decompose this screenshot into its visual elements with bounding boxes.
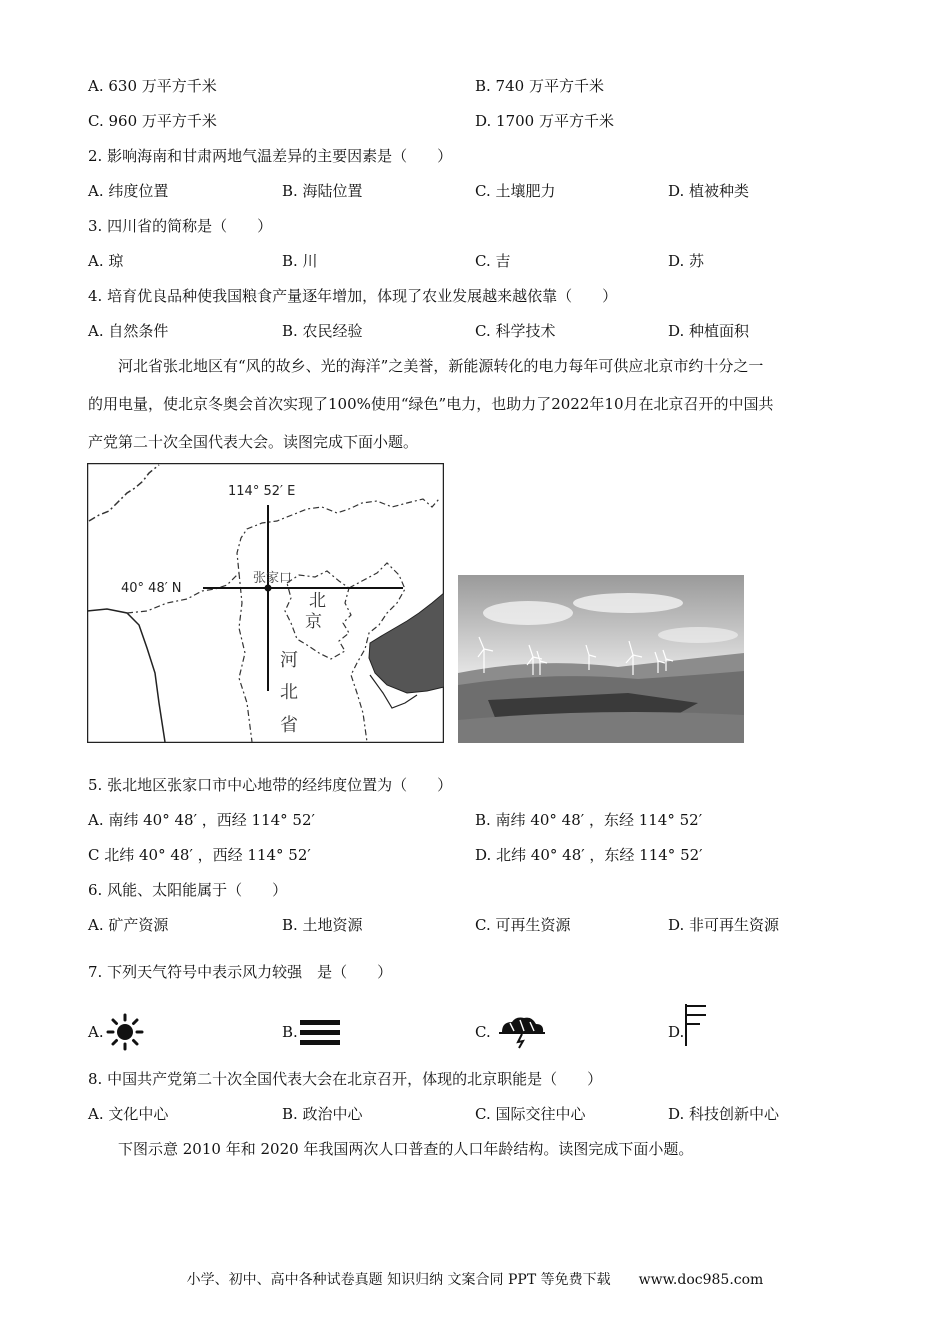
hebei-label-1: 河 [280,650,298,671]
q7-option-a[interactable]: A. [88,1023,104,1041]
q4-stem: 4. 培育优良品种使我国粮食产量逐年增加，体现了农业发展越来越依靠（ ） [88,287,618,305]
q2-option-d[interactable]: D. 植被种类 [668,182,750,200]
q3-stem: 3. 四川省的简称是（ ） [88,217,273,235]
wind-barb-icon [682,1002,712,1048]
q2-option-c[interactable]: C. 土壤肥力 [475,182,556,200]
zhangjiakou-map [87,463,444,743]
q8-stem: 8. 中国共产党第二十次全国代表大会在北京召开，体现的北京职能是（ ） [88,1070,603,1088]
q3-option-a[interactable]: A. 琼 [88,252,124,270]
beijing-label-2: 京 [305,612,322,632]
q4-option-b[interactable]: B. 农民经验 [282,322,363,340]
q8-option-c[interactable]: C. 国际交往中心 [475,1105,586,1123]
q4-option-d[interactable]: D. 种植面积 [668,322,750,340]
q6-option-a[interactable]: A. 矿产资源 [88,916,169,934]
q2-stem: 2. 影响海南和甘肃两地气温差异的主要因素是（ ） [88,147,453,165]
passage1-line1: 河北省张北地区有“风的故乡、光的海洋”之美誉，新能源转化的电力每年可供应北京市约十分之一 [118,357,764,375]
map-frame [88,464,444,743]
sun-icon [104,1012,146,1052]
q3-option-b[interactable]: B. 川 [282,252,318,270]
passage1-line2: 的用电量，使北京冬奥会首次实现了100%使用“绿色”电力，也助力了2022年10月在北京召开的中国共 [88,395,774,413]
q8-option-b[interactable]: B. 政治中心 [282,1105,363,1123]
beijing-label-1: 北 [309,591,326,611]
q5-stem: 5. 张北地区张家口市中心地带的经纬度位置为（ ） [88,776,453,794]
thunderstorm-icon [496,1014,548,1050]
fog-icon [298,1018,342,1048]
q7-stem: 7. 下列天气符号中表示风力较强 是（ ） [88,963,393,981]
q5-option-d[interactable]: D. 北纬 40° 48′ ，东经 114° 52′ [475,846,703,864]
q6-stem: 6. 风能、太阳能属于（ ） [88,881,288,899]
q5-option-c[interactable]: C 北纬 40° 48′ ，西经 114° 52′ [88,846,311,864]
q6-option-b[interactable]: B. 土地资源 [282,916,363,934]
page-footer: 小学、初中、高中各种试卷真题 知识归纳 文案合同 PPT 等免费下载 www.doc985.com [186,1272,764,1288]
q3-option-d[interactable]: D. 苏 [668,252,705,270]
longitude-label: 114° 52′ E [228,484,296,499]
q2-option-b[interactable]: B. 海陆位置 [282,182,363,200]
q4-option-c[interactable]: C. 科学技术 [475,322,556,340]
hebei-label-3: 省 [280,715,298,736]
q5-option-b[interactable]: B. 南纬 40° 48′ ，东经 114° 52′ [475,811,703,829]
q8-option-a[interactable]: A. 文化中心 [88,1105,169,1123]
q6-option-c[interactable]: C. 可再生资源 [475,916,571,934]
q4-option-a[interactable]: A. 自然条件 [88,322,169,340]
q2-option-a[interactable]: A. 纬度位置 [88,182,169,200]
q6-option-d[interactable]: D. 非可再生资源 [668,916,780,934]
q1-option-a[interactable]: A. 630 万平方千米 [88,77,217,95]
q1-option-d[interactable]: D. 1700 万平方千米 [475,112,614,130]
q7-option-d[interactable]: D. [668,1023,685,1041]
passage2: 下图示意 2010 年和 2020 年我国两次人口普查的人口年龄结构。读图完成下面小题。 [118,1140,694,1158]
q8-option-d[interactable]: D. 科技创新中心 [668,1105,780,1123]
hebei-label-2: 北 [280,682,298,703]
q5-option-a[interactable]: A. 南纬 40° 48′ ，西经 114° 52′ [88,811,315,829]
q1-option-c[interactable]: C. 960 万平方千米 [88,112,217,130]
latitude-label: 40° 48′ N [121,581,182,596]
wind-farm-photo [458,575,744,743]
q3-option-c[interactable]: C. 吉 [475,252,511,270]
city-label: 张家口 [253,571,293,586]
passage1-line3: 产党第二十次全国代表大会。读图完成下面小题。 [88,433,419,451]
q7-option-c[interactable]: C. [475,1023,491,1041]
q1-option-b[interactable]: B. 740 万平方千米 [475,77,604,95]
q7-option-b[interactable]: B. [282,1023,298,1041]
